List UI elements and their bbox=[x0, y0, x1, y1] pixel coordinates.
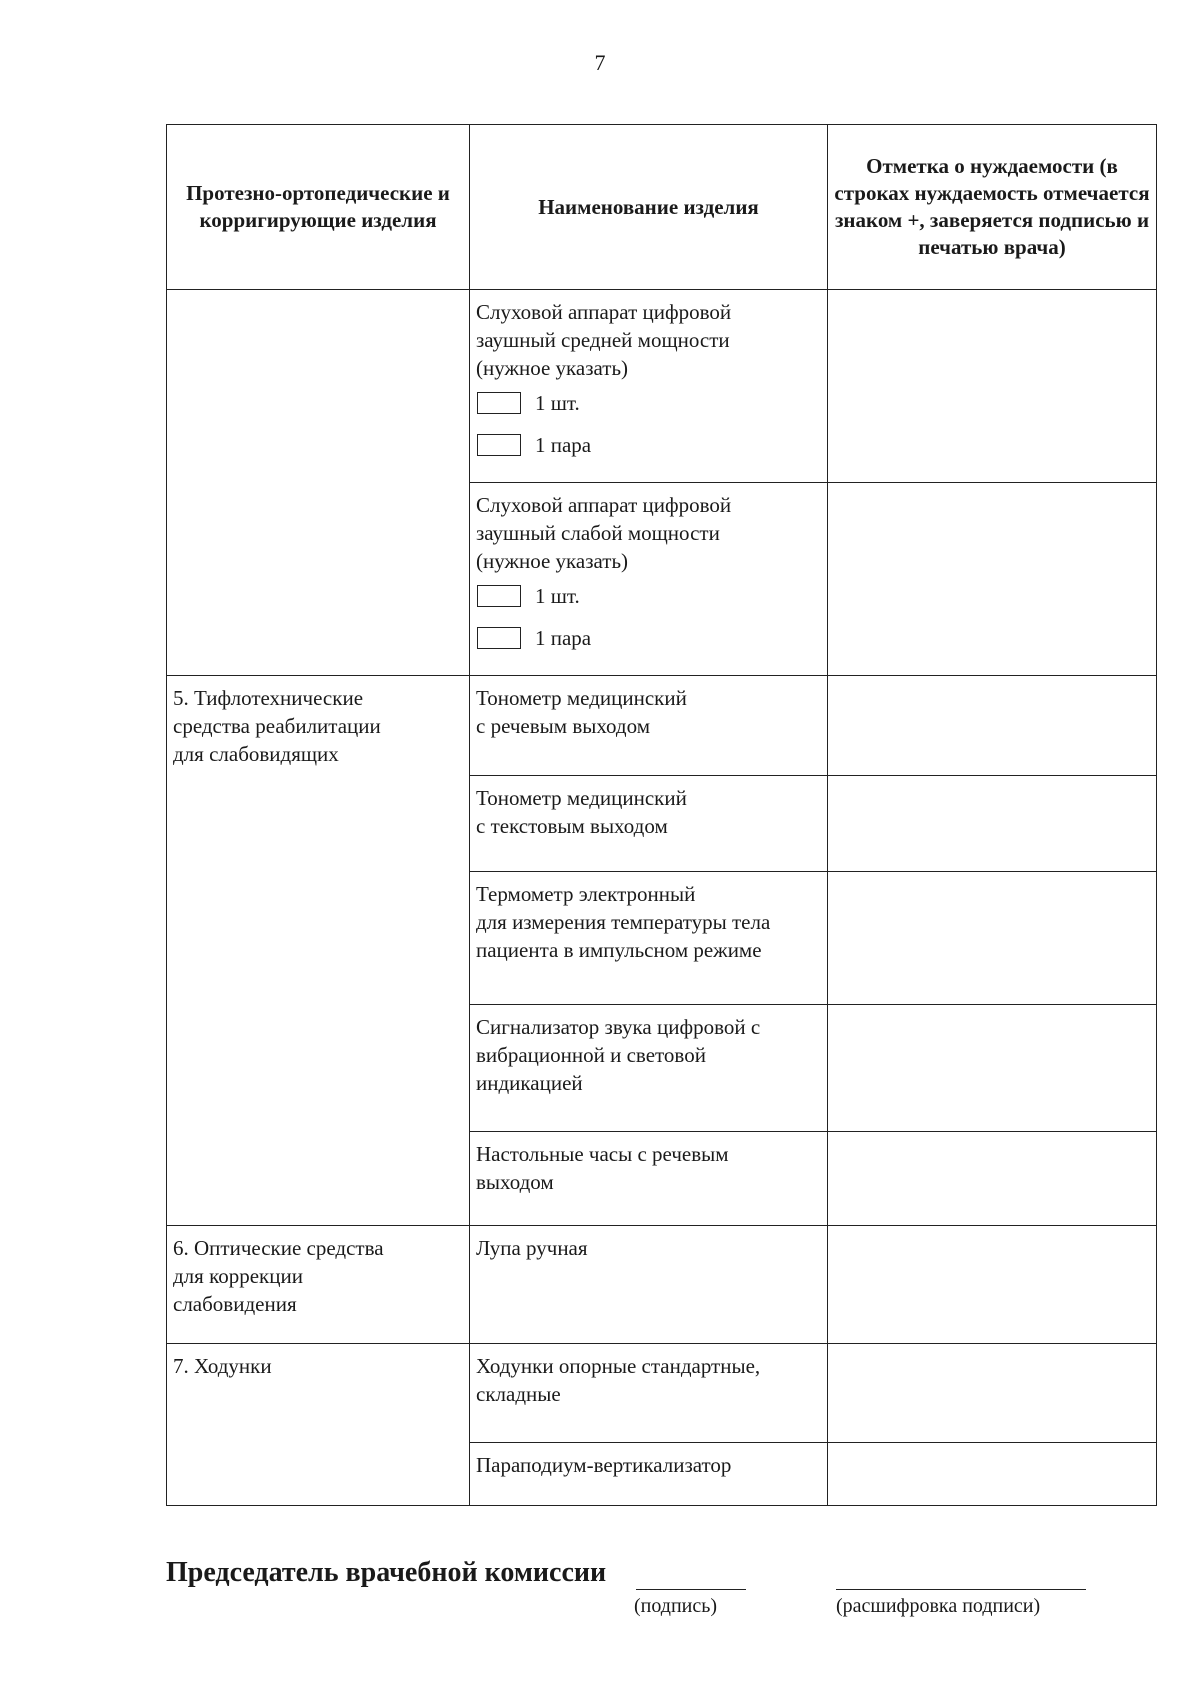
column-header-needs-mark: Отметка о нуждаемости (в строках нуждаемость отмечается знаком +, заверяется подписью и печатью врача) bbox=[828, 125, 1157, 290]
item-cell bbox=[470, 483, 828, 676]
option-label: 1 пара bbox=[535, 433, 592, 457]
item-name: Лупа ручная bbox=[470, 1226, 828, 1344]
item-name: Сигнализатор звука цифровой с вибрационной и световой индикацией bbox=[470, 1005, 828, 1132]
needs-mark-cell[interactable] bbox=[828, 1005, 1157, 1132]
item-name: Слуховой аппарат цифровой заушный слабой мощности (нужное указать) bbox=[476, 493, 732, 573]
table-row bbox=[167, 290, 1157, 483]
item-name: Настольные часы с речевым выходом bbox=[470, 1132, 828, 1226]
signature-decoding-line[interactable] bbox=[836, 1589, 1086, 1590]
table-row bbox=[167, 676, 1157, 776]
needs-mark-cell[interactable] bbox=[828, 676, 1157, 776]
item-name: Параподиум-вертикализатор bbox=[470, 1443, 828, 1506]
category-cell: 5. Тифлотехнические средства реабилитации для слабовидящих bbox=[167, 676, 470, 1226]
item-name: Термометр электронный для измерения температуры тела пациента в импульсном режиме bbox=[470, 872, 828, 1005]
table-row bbox=[167, 1226, 1157, 1344]
item-name: Ходунки опорные стандартные, складные bbox=[470, 1344, 828, 1443]
signature-line[interactable] bbox=[636, 1589, 746, 1590]
option-label: 1 шт. bbox=[535, 584, 580, 608]
needs-mark-cell[interactable] bbox=[828, 1344, 1157, 1443]
checkbox[interactable] bbox=[477, 585, 521, 607]
item-name: Слуховой аппарат цифровой заушный средней мощности (нужное указать) bbox=[476, 300, 732, 380]
option-row[interactable] bbox=[476, 382, 821, 424]
option-label: 1 шт. bbox=[535, 391, 580, 415]
needs-mark-cell[interactable] bbox=[828, 1443, 1157, 1506]
checkbox[interactable] bbox=[477, 627, 521, 649]
table-header-row bbox=[167, 125, 1157, 290]
signature-caption: (подпись) bbox=[634, 1595, 718, 1617]
table-row bbox=[167, 1344, 1157, 1443]
needs-mark-cell[interactable] bbox=[828, 1226, 1157, 1344]
needs-mark-cell[interactable] bbox=[828, 483, 1157, 676]
item-cell bbox=[470, 290, 828, 483]
option-row[interactable] bbox=[476, 575, 821, 617]
needs-mark-cell[interactable] bbox=[828, 1132, 1157, 1226]
checkbox[interactable] bbox=[477, 434, 521, 456]
page-number: 7 bbox=[594, 50, 606, 75]
option-row[interactable] bbox=[476, 424, 821, 466]
column-header-category: Протезно-ортопедические и корригирующие изделия bbox=[167, 125, 470, 290]
column-header-item-name: Наименование изделия bbox=[470, 125, 828, 290]
category-cell: 6. Оптические средства для коррекции слабовидения bbox=[167, 1226, 470, 1344]
category-cell-continued bbox=[167, 290, 470, 676]
decoding-caption: (расшифровка подписи) bbox=[836, 1595, 1041, 1617]
option-label: 1 пара bbox=[535, 626, 592, 650]
needs-table bbox=[166, 124, 1157, 1506]
checkbox[interactable] bbox=[477, 392, 521, 414]
option-row[interactable] bbox=[476, 617, 821, 659]
item-name: Тонометр медицинский с речевым выходом bbox=[470, 676, 828, 776]
category-cell: 7. Ходунки bbox=[167, 1344, 470, 1506]
item-name: Тонометр медицинский с текстовым выходом bbox=[470, 776, 828, 872]
needs-mark-cell[interactable] bbox=[828, 872, 1157, 1005]
needs-mark-cell[interactable] bbox=[828, 290, 1157, 483]
chair-label: Председатель врачебной комиссии bbox=[166, 1557, 607, 1588]
needs-mark-cell[interactable] bbox=[828, 776, 1157, 872]
